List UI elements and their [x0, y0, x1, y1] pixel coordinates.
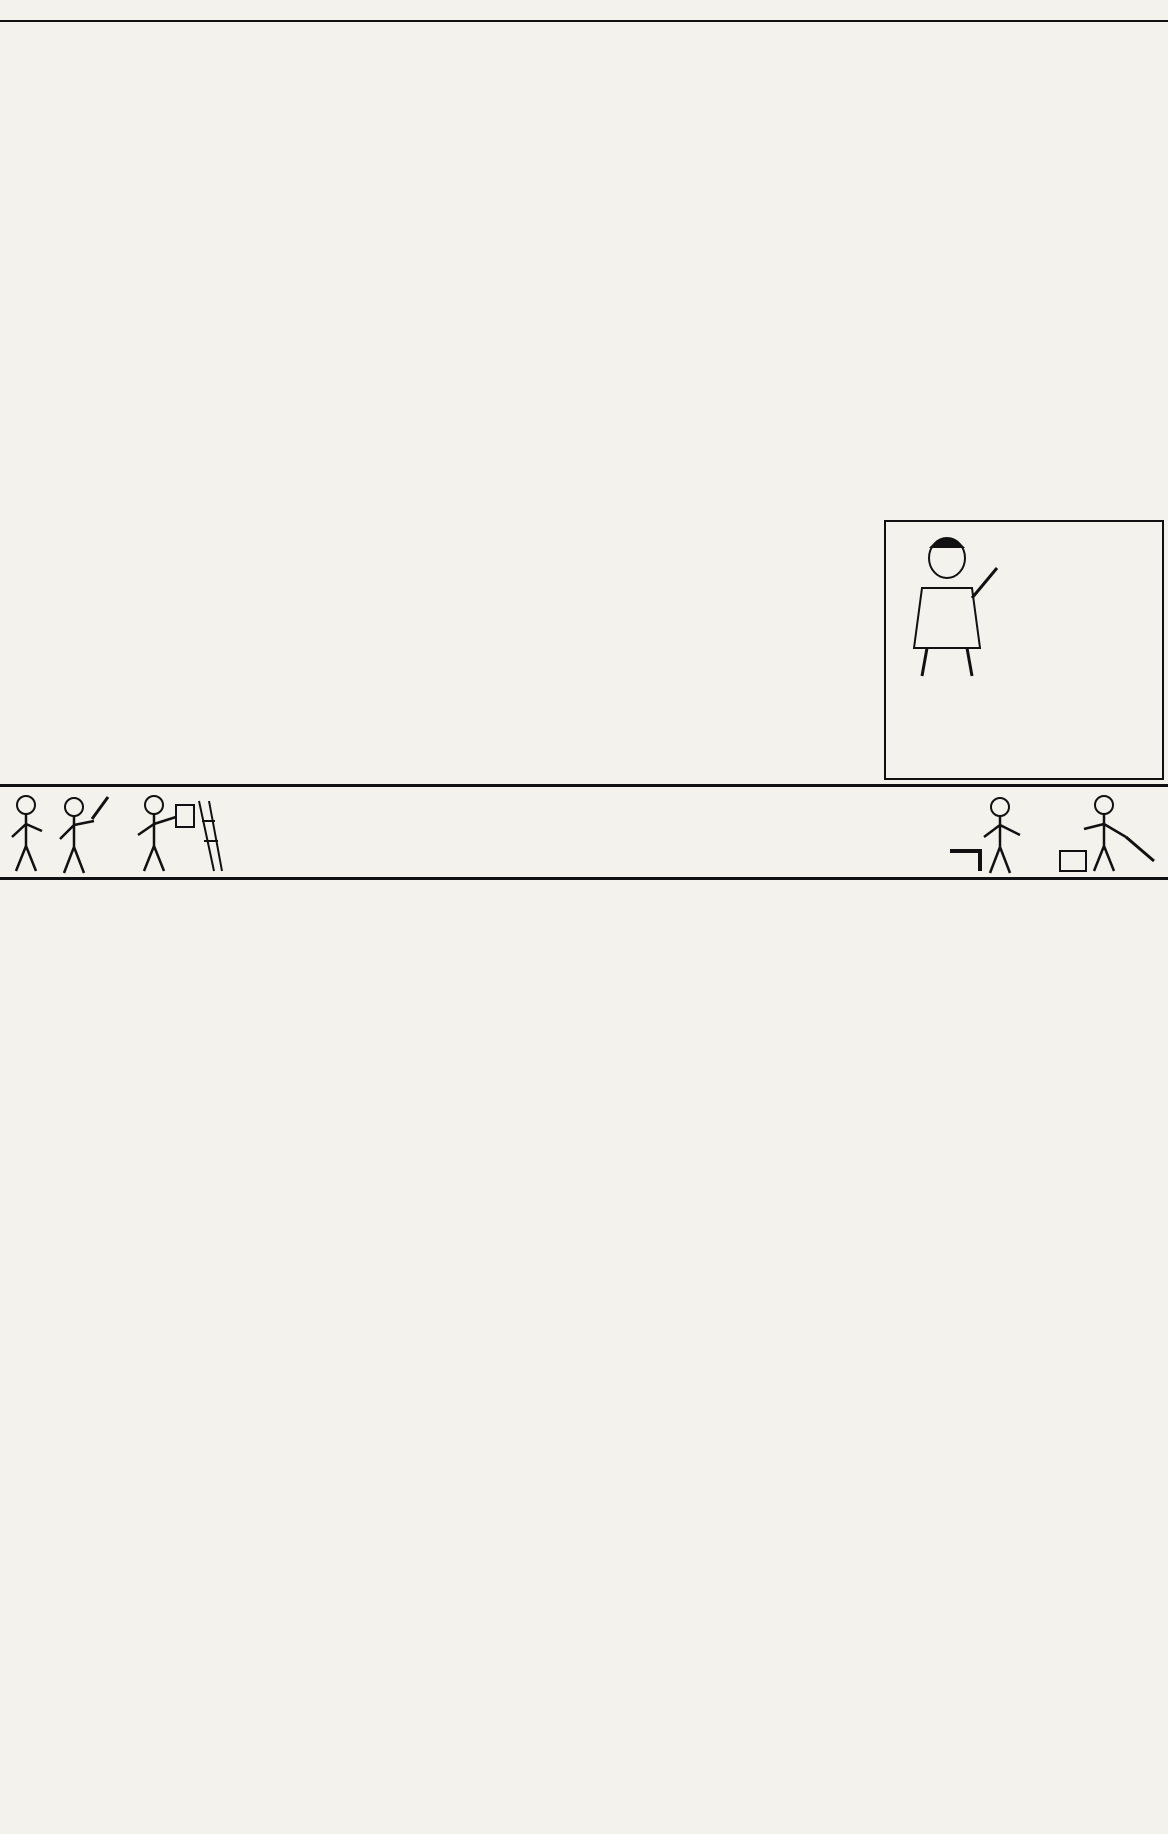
carpenter-illustration-icon — [1054, 791, 1164, 877]
household-directory-banner — [0, 784, 1168, 880]
masthead — [0, 0, 1168, 22]
gardener-illustration-icon — [892, 528, 1002, 678]
service-directory-section — [0, 884, 1168, 1832]
plumber-illustration-icon — [940, 791, 1050, 877]
blue-grass-farms-ad — [884, 520, 1164, 780]
workmen-illustration-icon — [4, 791, 114, 877]
painter-illustration-icon — [114, 791, 224, 877]
